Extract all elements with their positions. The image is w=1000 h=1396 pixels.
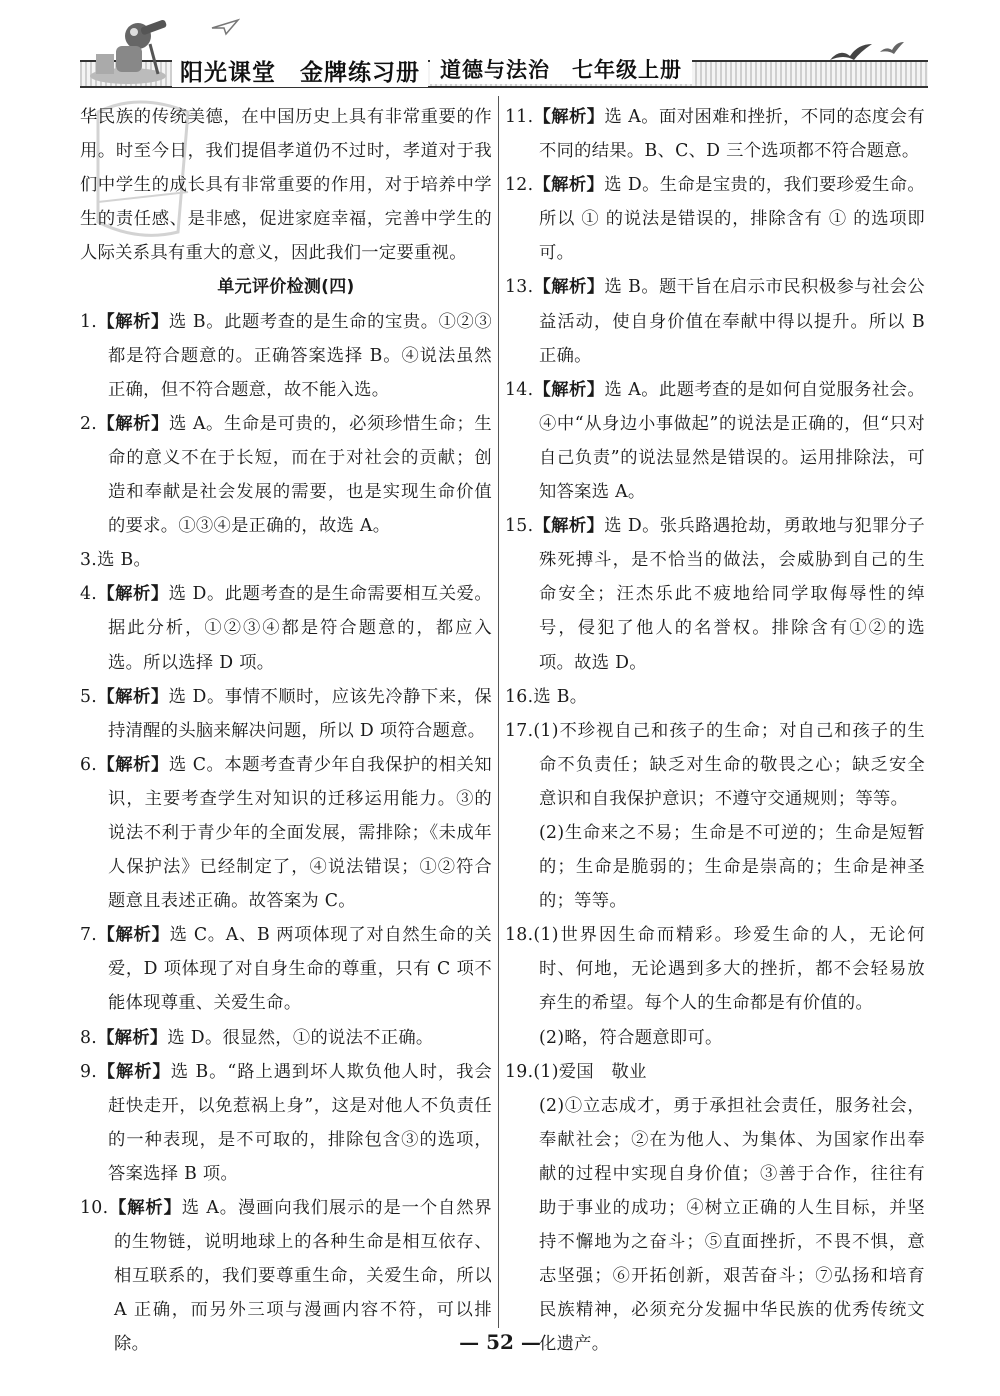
column-divider: [498, 96, 499, 1328]
answer-item-2: [80, 407, 492, 543]
answer-item-17: [505, 714, 925, 816]
page-number: — 52 —: [459, 1330, 541, 1354]
item-number: 6.: [80, 754, 98, 775]
subject-title: [430, 54, 692, 84]
item-text: (1)世界因生命而精彩。珍爱生命的人，无论何时、何地，无论遇到多大的挫折，都不会轻易放弃生的希望。每个人的生命都是有价值的。: [533, 925, 925, 1014]
analysis-tag: 【解析】: [97, 311, 169, 332]
item-number: 11.: [505, 107, 534, 127]
answer-item-3: [80, 543, 492, 577]
continued-paragraph: 华民族的传统美德，在中国历史上具有非常重要的作用。时至今日，我们提倡孝道仍不过时，孝道对于我们中学生的成长具有非常重要的作用，对于培养中学生的责任感、是非感，促进家庭幸福，完善中学生的人际关系具有重大的意义，因此我们一定要重视。: [80, 107, 492, 264]
answer-item-16: [505, 680, 925, 714]
analysis-tag: 【解析】: [97, 413, 169, 434]
item-number: 8.: [80, 1027, 98, 1048]
item-text: 选 D。很显然，①的说法不正确。: [167, 1027, 434, 1048]
section-title: 单元评价检测(四): [217, 277, 355, 298]
answer-item-13: [505, 270, 925, 372]
analysis-tag: 【解析】: [533, 379, 605, 400]
item-text: 选 C。本题考查青少年自我保护的相关知识，主要考查学生对知识的迁移运用能力。③的说法不利于青少年的全面发展，需排除；《未成年人保护法》已经制定了，④说法错误；①②符合题意且表述正确。故答案为 C。: [108, 754, 492, 912]
birds-icon: [820, 30, 940, 70]
right-column: [505, 100, 925, 1361]
item-text: 选 C。A、B 两项体现了对自然生命的关爱，D 项体现了对自身生命的尊重，只有 C 项不能体现尊重、关爱生命。: [108, 925, 493, 1014]
item-number: 13.: [505, 277, 534, 298]
answer-item-18-part-2: (2)略，符合题意即可。: [539, 1027, 723, 1048]
answer-item-12: [505, 168, 925, 270]
analysis-tag: 【解析】: [533, 516, 605, 537]
answer-item-5: [80, 680, 492, 748]
item-text: 选 B。题干旨在启示市民积极参与社会公益活动，使自身价值在奉献中得以提升。所以 B 正确。: [539, 277, 925, 366]
item-text: 选 A。生命是可贵的，必须珍惜生命；生命的意义不在于长短，而在于对社会的贡献；创造和奉献是社会发展的需要，也是实现生命价值的要求。①③④是正确的，故选 A。: [108, 413, 492, 537]
answer-item-17-part-2: (2)生命来之不易；生命是不可逆的；生命是短暂的；生命是脆弱的；生命是崇高的；生命是神圣的；等等。: [539, 822, 925, 912]
item-number: 4.: [80, 584, 98, 605]
item-text: 选 A。此题考查的是如何自觉服务社会。④中“从身边小事做起”的说法是正确的，但“只对自己负责”的说法显然是错误的。运用排除法，可知答案选 A。: [539, 379, 925, 503]
page-header: [0, 0, 1000, 96]
item-number: 15.: [505, 516, 534, 537]
item-number: 9.: [80, 1061, 98, 1082]
answer-item-9: [80, 1055, 492, 1191]
item-text: 选 D。生命是宝贵的，我们要珍爱生命。所以 ① 的说法是错误的，排除含有 ① 的选项即可。: [539, 175, 925, 264]
analysis-tag: 【解析】: [533, 277, 605, 298]
brand-series: 金牌练习册: [300, 60, 420, 86]
analysis-tag: 【解析】: [97, 754, 169, 775]
answer-item-14: [505, 373, 925, 509]
analysis-tag: 【解析】: [97, 1061, 171, 1082]
analysis-tag: 【解析】: [533, 107, 605, 127]
item-text: (1)不珍视自己和孩子的生命；对自己和孩子的生命不负责任；缺乏对生命的敬畏之心；缺乏安全意识和自我保护意识；不遵守交通规则；等等。: [533, 720, 925, 809]
answer-item-8: [80, 1021, 492, 1055]
item-text: (1)爱国 敬业: [533, 1061, 647, 1082]
item-text: 选 B。: [97, 550, 152, 571]
answer-item-19-part-2: (2)①立志成才，勇于承担社会责任，服务社会，奉献社会；②在为他人、为集体、为国家作出奉献的过程中实现自身价值；③善于合作，往往有助于事业的成功；④树立正确的人生目标，并坚持不懈地为之奋斗；⑤直面挫折，不畏不惧，意志坚强；⑥开拓创新，艰苦奋斗；⑦弘扬和培育民族精神，必须充分发掘中华民族的优秀传统文化遗产。: [539, 1095, 925, 1355]
subject-name: 道德与法治: [440, 58, 550, 82]
answer-item-18: [505, 918, 925, 1020]
answer-item-19: [505, 1055, 925, 1089]
brand-title: [172, 54, 428, 87]
paper-plane-icon: [210, 18, 240, 36]
left-column: [80, 100, 492, 1361]
analysis-tag: 【解析】: [108, 1198, 182, 1218]
item-number: 16.: [505, 686, 534, 707]
item-number: 17.: [505, 720, 534, 741]
item-number: 14.: [505, 379, 534, 400]
grade-name: 七年级上册: [572, 58, 682, 82]
item-text: 选 B。此题考查的是生命的宝贵。①②③都是符合题意的。正确答案选择 B。④说法虽然正确，但不符合题意，故不能入选。: [108, 311, 492, 400]
item-number: 18.: [505, 925, 534, 946]
item-text: 选 B。“路上遇到坏人欺负他人时，我会赶快走开，以免惹祸上身”，这是对他人不负责任的一种表现，是不可取的，排除包含③的选项，答案选择 B 项。: [108, 1061, 493, 1184]
analysis-tag: 【解析】: [533, 175, 605, 196]
analysis-tag: 【解析】: [97, 686, 169, 707]
item-text: 选 A。面对困难和挫折，不同的态度会有不同的结果。B、C、D 三个选项都不符合题意。: [539, 107, 925, 162]
item-number: 2.: [80, 413, 98, 434]
item-number: 1.: [80, 311, 98, 332]
item-text: 选 B。: [533, 686, 588, 707]
item-number: 7.: [80, 925, 98, 946]
answer-item-7: [80, 918, 492, 1020]
analysis-tag: 【解析】: [97, 1027, 168, 1048]
answer-item-4: [80, 577, 492, 679]
item-text: 选 D。张兵路遇抢劫，勇敢地与犯罪分子殊死搏斗，是不恰当的做法，会威胁到自己的生命安全；汪杰乐此不疲地给同学取侮辱性的绰号，侵犯了他人的名誉权。排除含有①②的选项。故选 D。: [539, 516, 925, 673]
analysis-tag: 【解析】: [97, 584, 169, 605]
analysis-tag: 【解析】: [97, 925, 170, 946]
item-number: 19.: [505, 1061, 534, 1082]
answer-item-6: [80, 748, 492, 918]
telescope-student-icon: [88, 14, 170, 86]
answer-item-15: [505, 509, 925, 679]
item-number: 12.: [505, 175, 534, 196]
item-number: 3.: [80, 550, 98, 571]
item-text: 选 A。漫画向我们展示的是一个自然界的生物链，说明地球上的各种生命是相互依存、相互联系的，我们要尊重生命，关爱生命，所以 A 正确，而另外三项与漫画内容不符，可以排除。: [114, 1198, 492, 1355]
item-text: 选 D。此题考查的是生命需要相互关爱。据此分析，①②③④都是符合题意的，都应入选。所以选择 D 项。: [108, 584, 492, 673]
item-number: 5.: [80, 686, 98, 707]
answer-item-1: [80, 305, 492, 407]
answer-item-11: [505, 100, 925, 168]
brand-name: 阳光课堂: [180, 60, 276, 86]
item-text: 选 D。事情不顺时，应该先冷静下来，保持清醒的头脑来解决问题，所以 D 项符合题意。: [108, 686, 492, 741]
item-number: 10.: [80, 1198, 109, 1218]
